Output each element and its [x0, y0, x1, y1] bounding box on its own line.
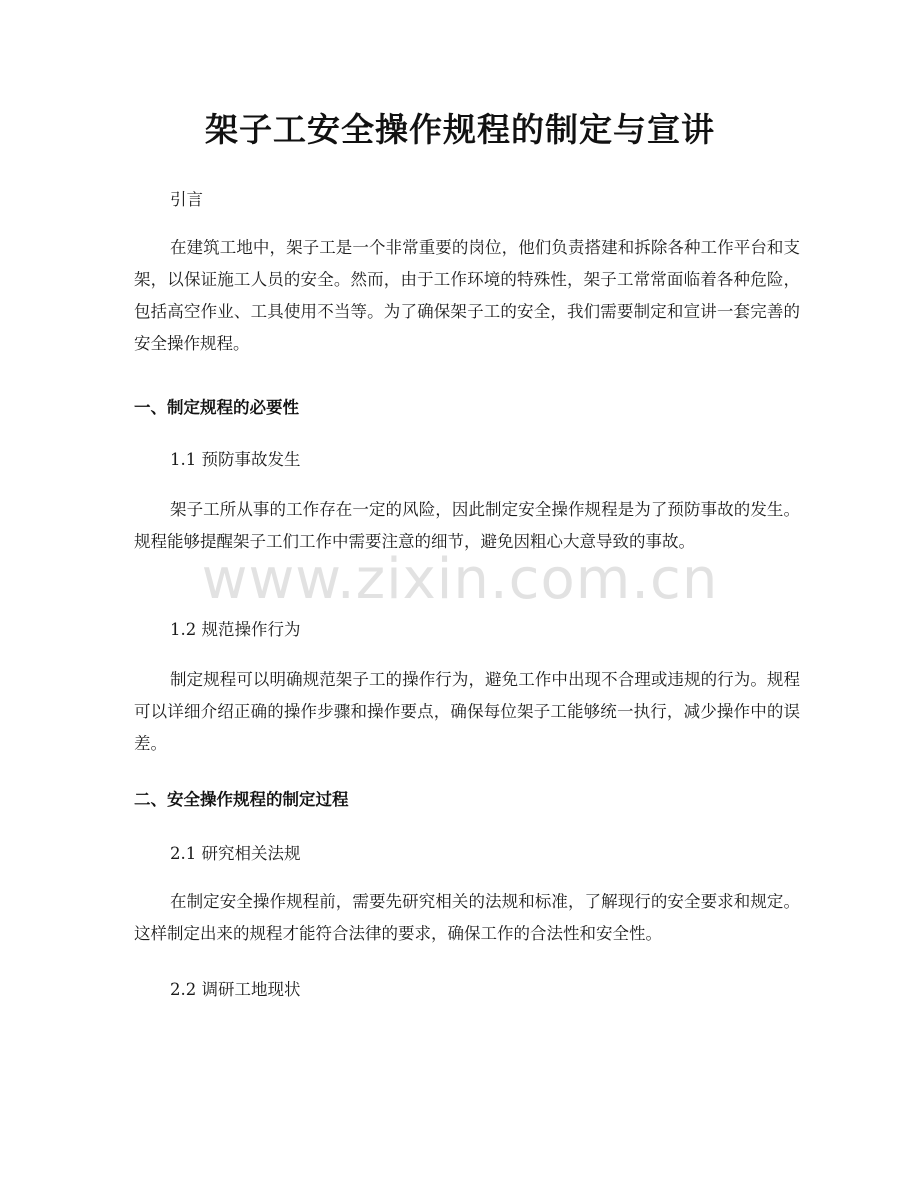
watermark-text: www.zixin.com.cn	[201, 547, 719, 612]
intro-paragraph: 在建筑工地中，架子工是一个非常重要的岗位，他们负责搭建和拆除各种工作平台和支架，以保证施工人员的安全。然而，由于工作环境的特殊性，架子工常常面临着各种危险，包括高空作业、工具使用不当等。为了确保架子工的安全，我们需要制定和宣讲一套完善的安全操作规程。	[134, 238, 800, 353]
subsection-2-1-title: 2.1 研究相关法规	[170, 844, 301, 863]
document-title: 架子工安全操作规程的制定与宣讲	[205, 110, 715, 149]
section-2-heading: 二、安全操作规程的制定过程	[134, 790, 349, 809]
subsection-1-2-text: 制定规程可以明确规范架子工的操作行为，避免工作中出现不合理或违规的行为。规程可以详细介绍正确的操作步骤和操作要点，确保每位架子工能够统一执行，减少操作中的误差。	[134, 670, 800, 753]
subsection-2-1-text: 在制定安全操作规程前，需要先研究相关的法规和标准，了解现行的安全要求和规定。这样制定出来的规程才能符合法律的要求，确保工作的合法性和安全性。	[134, 892, 800, 943]
subsection-2-2-title: 2.2 调研工地现状	[170, 980, 301, 999]
subsection-1-1-title: 1.1 预防事故发生	[170, 450, 301, 469]
intro-label: 引言	[170, 190, 203, 209]
subsection-1-1-text: 架子工所从事的工作存在一定的风险，因此制定安全操作规程是为了预防事故的发生。规程能够提醒架子工们工作中需要注意的细节，避免因粗心大意导致的事故。	[134, 500, 800, 551]
section-1-heading: 一、制定规程的必要性	[134, 398, 299, 417]
subsection-1-2-title: 1.2 规范操作行为	[170, 620, 301, 639]
